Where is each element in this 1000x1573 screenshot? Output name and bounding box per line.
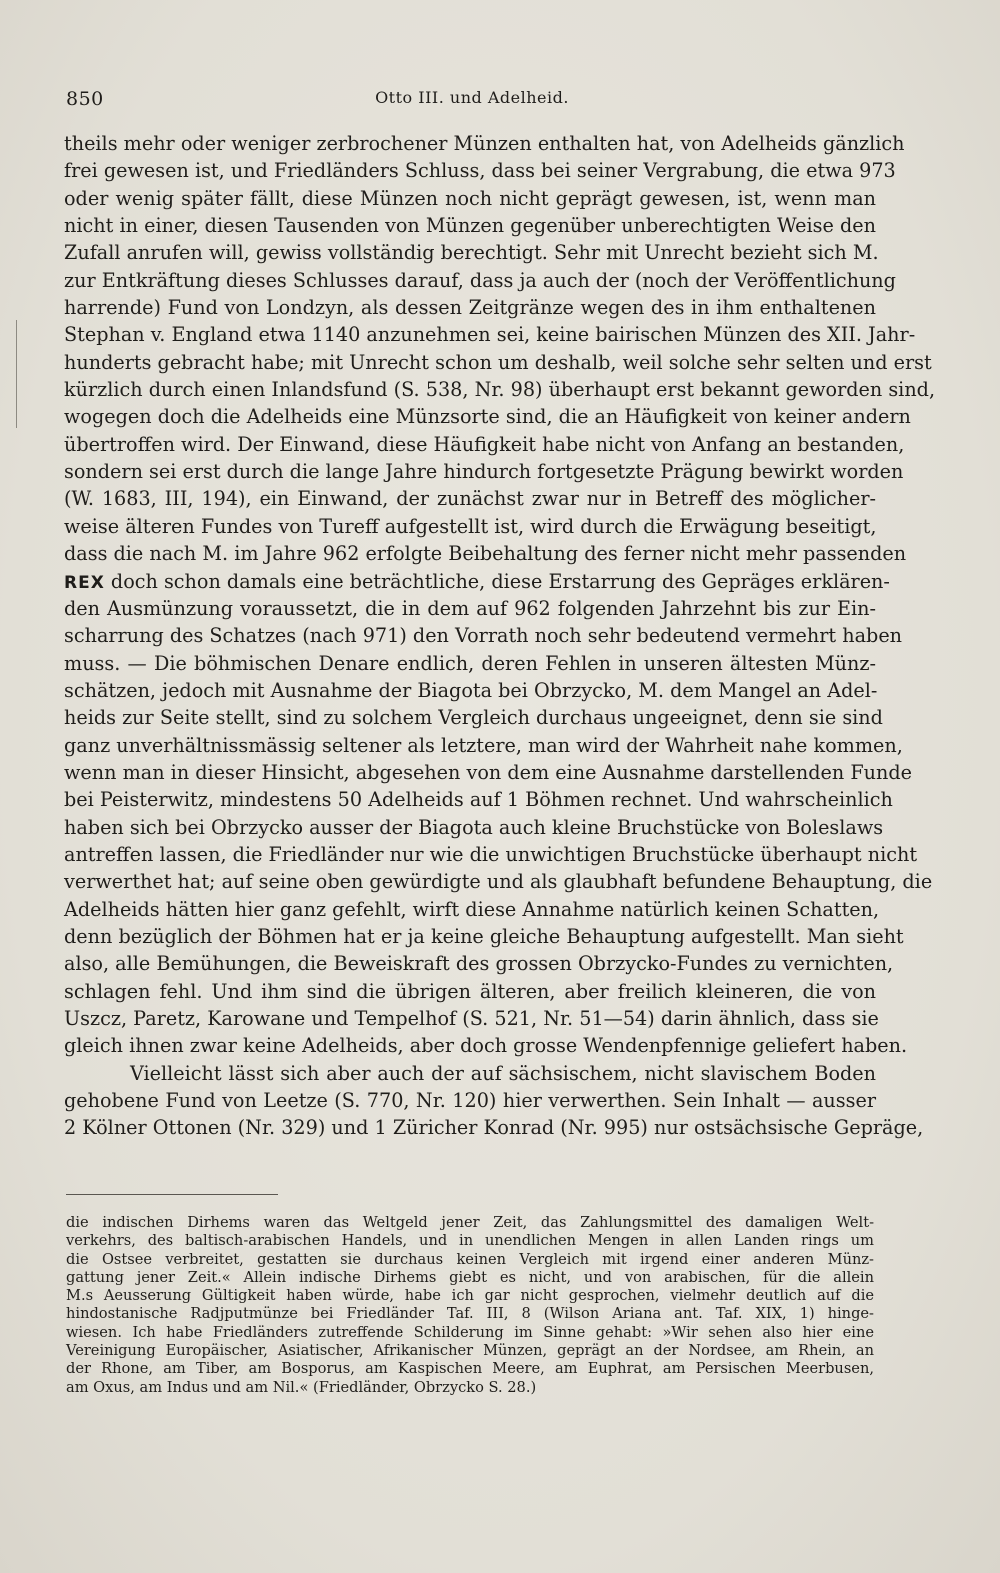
footnote-line: M.s Aeusserung Gültigkeit haben würde, habe ich gar nicht gesprochen, vielmehr deutlich auf die (66, 1287, 874, 1305)
text-line: (W. 1683, III, 194), ein Einwand, der zunächst zwar nur in Betreff des möglicher- (64, 487, 876, 511)
text-line: Stephan v. England etwa 1140 anzunehmen sei, keine bairischen Münzen des XII. Jahr- (64, 323, 916, 347)
footnote-divider (66, 1194, 278, 1195)
text-line: gleich ihnen zwar keine Adelheids, aber doch grosse Wendenpfennige geliefert haben. (64, 1034, 908, 1058)
text-line: wenn man in dieser Hinsicht, abgesehen von dem eine Ausnahme darstellenden Funde (64, 760, 912, 784)
text-line: Adelheids hätten hier ganz gefehlt, wirft diese Annahme natürlich keinen Schatten, (64, 897, 880, 921)
page-number: 850 (66, 88, 104, 110)
text-line: den Ausmünzung voraussetzt, die in dem auf 962 folgenden Jahrzehnt bis zur Ein- (64, 596, 876, 620)
footnote-line: wiesen. Ich habe Friedländers zutreffende Schilderung im Sinne gehabt: »Wir sehen also hier eine (66, 1323, 874, 1341)
footnote-line: die indischen Dirhems waren das Weltgeld jener Zeit, das Zahlungsmittel des damaligen Welt- (66, 1214, 874, 1231)
text-line: kürzlich durch einen Inlandsfund (S. 538, Nr. 98) überhaupt erst bekannt geworden sind, (64, 378, 936, 402)
text-line: dass die nach M. im Jahre 962 erfolgte Beibehaltung des ferner nicht mehr passenden (64, 542, 907, 566)
footnote-line: hindostanische Radjputmünze bei Friedländer Taf. III, 8 (Wilson Ariana ant. Taf. XIX, 1) hinge- (66, 1305, 874, 1323)
text-line: sondern sei erst durch die lange Jahre hindurch fortgesetzte Prägung bewirkt worden (64, 460, 904, 484)
text-line: heids zur Seite stellt, sind zu solchem Vergleich durchaus ungeeignet, denn sie sind (64, 706, 883, 730)
text-line: Zufall anrufen will, gewiss vollständig berechtigt. Sehr mit Unrecht bezieht sich M. (64, 241, 879, 265)
running-title: Otto III. und Adelheid. (375, 88, 569, 107)
text-line: antreffen lassen, die Friedländer nur wie die unwichtigen Bruchstücke überhaupt nicht (64, 842, 918, 866)
text-line: scharrung des Schatzes (nach 971) den Vorrath noch sehr bedeutend vermehrt haben (64, 624, 903, 648)
text-line: oder wenig später fällt, diese Münzen noch nicht geprägt gewesen, ist, wenn man (64, 186, 876, 210)
footnote (66, 1214, 874, 1397)
text-line: Uszcz, Paretz, Karowane und Tempelhof (S. 521, Nr. 51—54) darin ähnlich, dass sie (64, 1007, 879, 1030)
text-line-with-rex (64, 568, 890, 595)
text-line: nicht in einer, diesen Tausenden von Münzen gegenüber unberechtigten Weise den (64, 214, 876, 238)
footnote-line: der Rhone, am Tiber, am Bosporus, am Kaspischen Meere, am Euphrat, am Persischen Meerbusen, (66, 1360, 874, 1378)
text-line: harrende) Fund von Londzyn, als dessen Zeitgränze wegen des in ihm enthaltenen (64, 296, 876, 320)
main-text (64, 130, 936, 1142)
text-line: gehobene Fund von Leetze (S. 770, Nr. 120) hier verwerthen. Sein Inhalt — ausser (64, 1089, 876, 1113)
text-line: schlagen fehl. Und ihm sind die übrigen älteren, aber freilich kleineren, die von (64, 979, 876, 1003)
text-line: also, alle Bemühungen, die Beweiskraft des grossen Obrzycko-Fundes zu vernichten, (64, 952, 894, 976)
text-line: theils mehr oder weniger zerbrochener Münzen enthalten hat, von Adelheids gänzlich (64, 132, 905, 155)
rex-word: REX (64, 572, 105, 593)
footnote-line: am Oxus, am Indus und am Nil.« (Friedländer, Obrzycko S. 28.) (66, 1378, 537, 1396)
footnote-line: die Ostsee verbreitet, gestatten sie durchaus keinen Vergleich mit irgend einer anderen Münz- (66, 1250, 874, 1268)
footnote-line: Vereinigung Europäischer, Asiatischer, Afrikanischer Münzen, geprägt an der Nordsee, am Rhein, an (66, 1342, 874, 1360)
text-line: ganz unverhältnissmässig seltener als letztere, man wird der Wahrheit nahe kommen, (64, 733, 903, 757)
text-line: schätzen, jedoch mit Ausnahme der Biagota bei Obrzycko, M. dem Mangel an Adel- (64, 678, 878, 702)
text-line: denn bezüglich der Böhmen hat er ja keine gleiche Behauptung aufgestellt. Man sieht (64, 924, 904, 948)
text-line: wogegen doch die Adelheids eine Münzsorte sind, die an Häufigkeit von keiner andern (64, 405, 911, 429)
margin-pencil-mark (16, 320, 17, 428)
text-line: haben sich bei Obrzycko ausser der Biagota auch kleine Bruchstücke von Boleslaws (64, 815, 884, 839)
text-line-rest: doch schon damals eine beträchtliche, diese Erstarrung des Gepräges erklären- (110, 569, 890, 593)
page-header (66, 88, 878, 114)
text-line: muss. — Die böhmischen Denare endlich, deren Fehlen in unseren ältesten Münz- (64, 651, 876, 675)
text-line: bei Peisterwitz, mindestens 50 Adelheids auf 1 Böhmen rechnet. Und wahrscheinlich (64, 788, 893, 812)
text-line: hunderts gebracht habe; mit Unrecht schon um deshalb, weil solche sehr selten und erst (64, 350, 932, 374)
text-line: weise älteren Fundes von Tureff aufgestellt ist, wird durch die Erwägung beseitigt, (64, 514, 877, 538)
text-line: verwerthet hat; auf seine oben gewürdigte und als glaubhaft befundene Behauptung, die (64, 870, 933, 894)
footnote-line: gattung jener Zeit.« Allein indische Dirhems giebt es nicht, und von arabischen, für die allein (66, 1268, 874, 1286)
text-line: zur Entkräftung dieses Schlusses darauf, dass ja auch der (noch der Veröffentlichung (64, 268, 896, 292)
text-line: frei gewesen ist, und Friedländers Schluss, dass bei seiner Vergrabung, die etwa 973 (64, 159, 896, 183)
text-line: übertroffen wird. Der Einwand, diese Häufigkeit habe nicht von Anfang an bestanden, (64, 432, 905, 456)
text-line: 2 Kölner Ottonen (Nr. 329) und 1 Züricher Konrad (Nr. 995) nur ostsächsische Gepräge, (64, 1116, 924, 1140)
text-line-paragraph-start: Vielleicht lässt sich aber auch der auf sächsischem, nicht slavischem Boden (130, 1061, 876, 1085)
footnote-line: verkehrs, des baltisch-arabischen Handels, und in unendlichen Mengen in allen Landen rings um (66, 1232, 874, 1250)
